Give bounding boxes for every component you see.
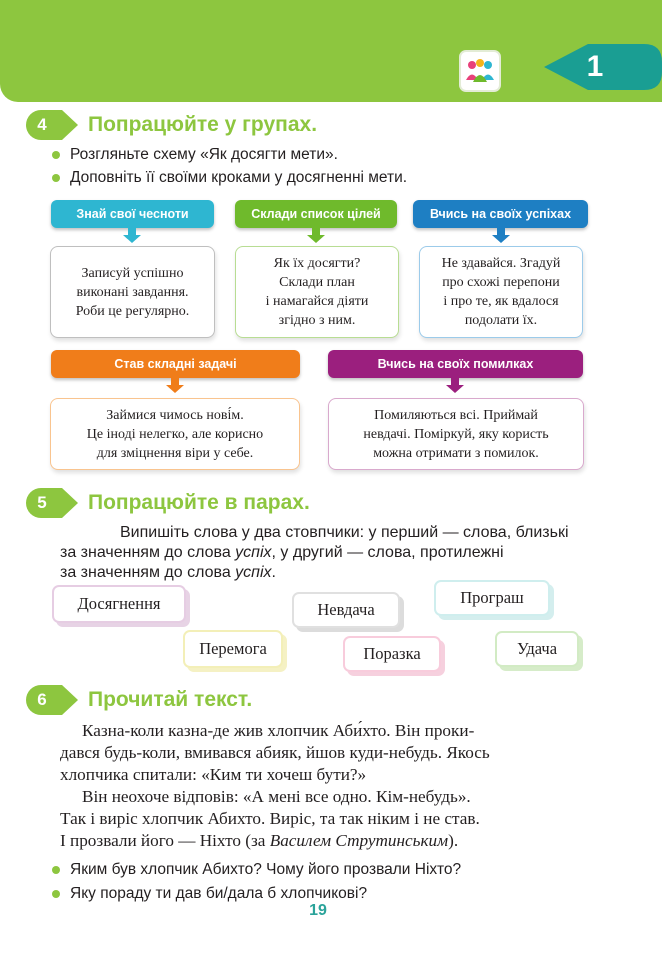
word-card: Поразка [343,636,441,672]
story-line: дався будь-коли, вмивався абияк, йшов куди-небудь. Якось [60,743,490,762]
section-title: Попрацюйте в парах. [88,491,310,514]
page-number: 19 [309,902,327,919]
word-card: Досягнення [52,585,186,623]
word-card: Перемога [183,630,283,668]
scheme-card: Не здавайся. Згадуй про схожі перепони і про те, як вдалося подолати їх. [419,246,583,338]
instruction-line: за значенням до слова успіх, у другий — слова, протилежні [60,544,504,561]
story-line: Казна-коли казна-де жив хлопчик Аби́хто. Він проки- [82,721,475,740]
scheme-header-virtues: Знай свої чесноти [51,200,214,228]
scheme-header-hard-tasks: Став складні задачі [51,350,300,378]
word-card: Програш [434,580,550,616]
scheme-card: Займися чимось нові́м. Це іноді нелегко, але корисно для зміцнення віри у себе. [50,398,300,470]
section-title: Прочитай текст. [88,688,253,711]
scheme-header-goals: Склади список цілей [235,200,397,228]
story-line: Він неохоче відповів: «А мені все одно. Кім-небудь». [82,787,471,806]
instruction-line: за значенням до слова успіх. [60,564,276,581]
scheme-card: Як їх досягти? Склади план і намагайся діяти згідно з ним. [235,246,399,338]
section-number: 4 [37,115,47,134]
story-line: хлопчика спитали: «Ким ти хочеш бути?» [60,765,367,784]
section-number: 5 [37,493,47,512]
story-line: І прозвали його — Ніхто (за Василем Струтинським). [60,831,459,850]
section-number: 6 [37,690,47,709]
scheme-header-successes: Вчись на своїх успіхах [413,200,588,228]
group-people-icon [459,50,501,92]
scheme-card: Помиляються всі. Приймай невдачі. Поміркуй, яку користь можна отримати з помилок. [328,398,584,470]
section-title: Попрацюйте у групах. [88,113,318,136]
word-card: Удача [495,631,579,667]
scheme-card: Записуй успішно виконані завдання. Роби це регулярно. [50,246,215,338]
lesson-number: 1 [586,50,604,83]
word-card: Невдача [292,592,400,628]
instruction-line: Випишіть слова у два стовпчики: у перший — слова, близькі [120,524,569,541]
story-line: Так і виріс хлопчик Абихто. Виріс, та так ніким і не став. [60,809,480,828]
scheme-header-mistakes: Вчись на своїх помилках [328,350,583,378]
